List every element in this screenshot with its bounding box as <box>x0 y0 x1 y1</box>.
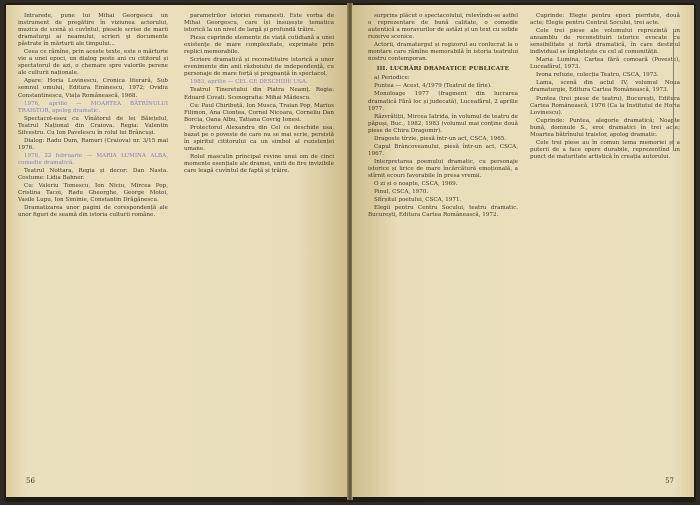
paragraph: Ivona refuzie, colecția Teatru, CSCA, 1973. <box>536 72 659 79</box>
paragraph: Intrarede, pune lui Mihai Georgescu un instrument de pregătire în viziunea actorului, muzica de scenă și cuvîntul, piesele scrise de marii dramaturgi ai neamului, scrieri şi documente păstrate în mărturii ale timpului... <box>18 13 168 48</box>
margin-mark <box>673 31 686 151</box>
paragraph: Dialog: Radu Dum, Ramuri (Craiova) nr. 3/15 mai 1976. <box>18 137 168 151</box>
paragraph: Rolul masculin principal revine unui om de cinci momente esențiale ale dramei, uniti de fire invizibile care leagă cuvîntul de faptă și trăire. <box>184 153 334 174</box>
paragraph: parametrilor istoriei romanesti. Este vorba de Mihai Georgescu, care își însușește tematica istorică la un nivel de largă și profundă trăire. <box>184 13 334 34</box>
paragraph: Dragoste tîrzie, piesă într-un act, CSCA, 1965. <box>374 135 507 142</box>
paragraph: Interpretarea poemului dramatic, cu personaje istorice și lirice de mare încărcătură emoțională, a stîrnit ecouri favorabile în presa vremii. <box>368 158 518 179</box>
paragraph: Monoloage 1977 (fragment din lucrarea dramatică Fără loc și judecată), Luceafărul, 2 aprilie 1977. <box>368 91 518 112</box>
paragraph: a) Periodice: <box>374 75 410 82</box>
right-page-column-2 <box>530 13 680 162</box>
page-number-left: 56 <box>26 477 35 485</box>
paragraph: Lama, scenă din actul IV, volumul Noua dramaturgie, Editura Cartea Românească, 1973. <box>530 80 680 94</box>
paragraph: Scriere dramatică și reconstituire istorică a unor evenimente din anii războiului de independență, cu personaje de mare forță și pregnanță în spectacol. <box>184 57 334 78</box>
paragraph: O zi și o noapte, CSCA, 1969. <box>374 181 458 188</box>
paragraph: Teatrul Nottara, Regia și decor: Dan Nasta. Costume: Lidia Bahner. <box>18 167 168 182</box>
paragraph: Cu: Paul Chiribuță, Ion Musca, Traian Pop, Marius Filimon, Ana Ciontea, Cornel Nicoara, Corneliu Dan Borcia, Oana Albu, Tatiana Covrig Ionesi. <box>184 102 334 123</box>
paragraph: Pinul, CSCA, 1970. <box>374 189 429 196</box>
paragraph: Răzvrătiții, Mircea Iatrida, în volumul de teatru de păpuși, Buc., 1982, 1983 (volumul mai conține două piese de Chira Dragomir). <box>368 113 518 134</box>
paragraph: Spectacol-eseu cu Vînătorul de lei Băiețelul, Teatrul Național din Craiova. Regia: Valentin Silvestru. Cu Ion Pavelescu în rolul lui Brâncuși. <box>18 115 168 136</box>
page-number-right: 57 <box>665 477 674 485</box>
paragraph: Cele trei piese ale volumului reprezintă un ansamblu de reconstituiri istorice evocate cu sensibilitate și forță dramatică, în care destinul individual se împletește cu cel al comunității. <box>530 28 680 56</box>
paragraph: Cu: Valeriu Tomescu, Ion Niciu, Mircea Pop, Cristina Tacoi, Radu Gheorghe, George Motoi, Vasile Lupu, Ion Siminie, Constantin Drăgănescu. <box>18 183 168 204</box>
paragraph: Puntea — Acest, 4/1979 (Teatrul de lîrie). <box>374 83 492 90</box>
paragraph: Piesa cuprinde elemente de viață cotidiană a unei existențe de mare complexitate, exprimate prin replici memorabile. <box>184 35 334 56</box>
paragraph: Puntea (trei piese de teatru), București, Editura Cartea Românească, 1976 (Ca la Institutul de Horia Lovinescu). <box>530 95 680 116</box>
right-page-column-1 <box>368 13 518 220</box>
paragraph: Sfîrșitul poetului, CSCA, 1971. <box>374 197 462 204</box>
paragraph: Dramatizarea unor pagini de corespondență ale unor figuri de seamă din istoria culturii române. <box>18 205 168 219</box>
paragraph: 1983, aprilie — CEL CE DESCHIDE USA. <box>190 79 308 86</box>
left-page-column-2 <box>184 13 334 176</box>
paragraph: surprins plăcut o spectacolului, relevîndu-se astfel o reprezentare de bună calitate, o comedie autentică a moravurilor de astăzi și un text cu solide rezerve scenice. <box>368 13 518 41</box>
right-page <box>352 5 694 497</box>
open-book <box>4 3 696 502</box>
left-page-column-1 <box>18 13 168 220</box>
paragraph: Teatrul Tineretului din Piatra Neamț. Regia: Eduard Covali. Scenografia: Mihai Mădescu. <box>184 87 334 101</box>
paragraph: Cuprinde: Elegie pentru epoci pierdute, două acte; Elegie pentru Centrul Socului, trei acte. <box>530 13 680 27</box>
paragraph: Elegii pentru Centru Socului, teatru dramatic. București, Editura Cartea Românească, 1972. <box>368 205 518 219</box>
paragraph: Ceea ce rămîne, prin aceste texte, este o mărturie vie a unei epoci, un dialog peste ani cu cititorul și spectatorul de azi, o chemare spre valorile perene ale culturii naționale. <box>18 49 168 77</box>
section-heading: III. LUCRĂRI DRAMATICE PUBLICATE <box>376 66 510 73</box>
paragraph: Maria Lumina, Cartea fără comoară (Poveste), Luceafărul, 1973. <box>530 57 680 71</box>
paragraph: Capul Brâncoveanului, piesă într-un act, CSCA, 1967. <box>368 143 518 157</box>
paragraph: Cele trei piese au în comun tema memoriei și a puterii de a face opere durabile, reprezentînd un punct de maturitate artistică în creația autorului. <box>530 139 680 160</box>
paragraph: Apare: Horia Lovinescu, Cronica literară, Sub semnul omului, Editura Eminescu, 1972; Ovidiu Constantinescu, Viața Românească, 1968. <box>18 78 168 99</box>
left-page <box>6 5 348 497</box>
paragraph: Protectorul Alexandru din Cel ce deschide usa, bazat pe o poveste de care nu se mai scrie, persistă în spiritul cititorului ca un simbol al rezistenței umane. <box>184 124 334 152</box>
paragraph: Actorii, dramaturgul și regizorul au conlucrat la o montare care rămîne memorabilă în istoria teatrului nostru contemporan. <box>368 42 518 63</box>
paragraph: Cuprinde: Puntea, alegorie dramatică; Noapte bună, domnule S., eroi dramatici în trei acte; Moartea bătrînului traistor, apolog dramatic. <box>530 117 680 138</box>
paragraph: 1976, aprilie — MOARTEA BĂTRÎNULUI TRAISTOR, apolog dramatic. <box>18 100 168 114</box>
paragraph: 1978, 22 februarie — MARIA LUMINA ALBA, comedie dramatică. <box>18 152 168 166</box>
